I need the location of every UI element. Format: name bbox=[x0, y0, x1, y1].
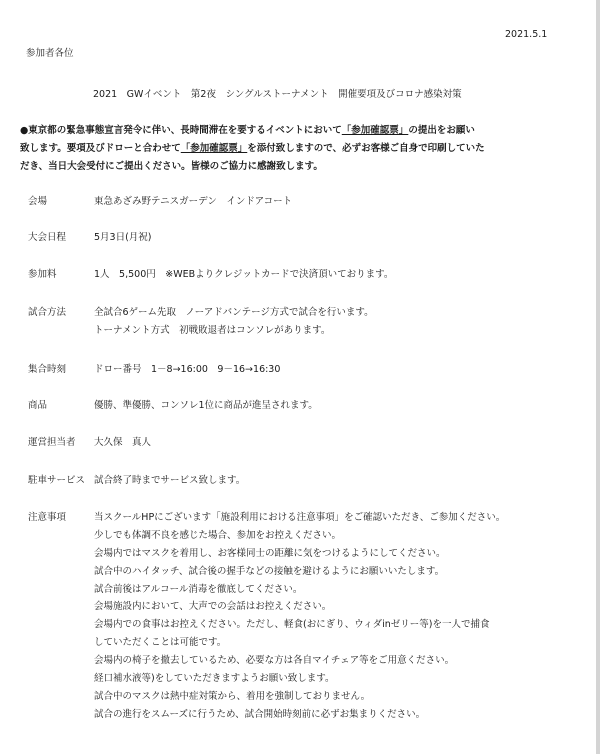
document-date: 2021.5.1 bbox=[505, 29, 548, 40]
precaution-line: 経口補水液等)をしていただきますようお願い致します。 bbox=[94, 673, 335, 685]
precaution-line: 少しでも体調不良を感じた場合、参加をお控えください。 bbox=[94, 529, 342, 541]
detail-label: 参加料 bbox=[28, 269, 57, 280]
detail-line: 東急あざみ野テニスガーデン インドアコート bbox=[94, 196, 293, 207]
detail-label: 会場 bbox=[28, 196, 48, 207]
detail-value bbox=[94, 229, 152, 247]
detail-value bbox=[94, 434, 151, 452]
detail-line: トーナメント方式 初戦敗退者はコンソレがあります。 bbox=[94, 324, 331, 336]
notice-line-1 bbox=[20, 122, 485, 140]
detail-line: 5月3日(月祝) bbox=[94, 232, 152, 243]
covid-notice bbox=[20, 122, 485, 176]
detail-value bbox=[94, 361, 280, 379]
detail-line: 優勝、準優勝、コンソレ1位に商品が進呈されます。 bbox=[94, 400, 318, 411]
detail-value bbox=[94, 397, 318, 415]
precaution-line: 当スクールHPにございます「施設利用における注意事項」をご確認いただき、ご参加ください。 bbox=[94, 512, 506, 523]
notice-text: を添付致しますので、必ずお客様ご自身で印刷していた bbox=[247, 143, 485, 154]
detail-label: 注意事項 bbox=[28, 512, 67, 523]
document-title: 2021 GWイベント 第2夜 シングルストーナメント 開催要項及びコロナ感染対策 bbox=[93, 89, 462, 100]
notice-text: の提出をお願い bbox=[408, 125, 475, 136]
detail-value bbox=[94, 193, 292, 211]
precaution-line: 会場施設内において、大声での会話はお控えください。 bbox=[94, 601, 332, 613]
precaution-line: 試合中のマスクは熱中症対策から、着用を強制しておりません。 bbox=[94, 690, 371, 702]
detail-label: 駐車サービス bbox=[28, 475, 86, 486]
detail-label: 試合方法 bbox=[28, 307, 67, 318]
detail-line: 1人 5,500円 ※WEBよりクレジットカードで決済頂いております。 bbox=[94, 269, 394, 280]
notice-text: 致します。要項及びドローと合わせて bbox=[20, 143, 181, 154]
detail-label: 商品 bbox=[28, 400, 48, 411]
detail-value bbox=[94, 266, 393, 284]
notice-form-name: 「参加確認票」 bbox=[341, 125, 409, 136]
precaution-line: していただくことは可能です。 bbox=[94, 637, 227, 649]
detail-line: 試合終了時までサービス致します。 bbox=[94, 475, 246, 486]
detail-line: ドロー番号 1－8→16:00 9－16→16:30 bbox=[94, 364, 281, 375]
detail-value bbox=[94, 472, 245, 490]
precaution-line: 会場内の椅子を撤去しているため、必要な方は各自マイチェア等をご用意ください。 bbox=[94, 655, 455, 667]
notice-form-name: 「参加確認票」 bbox=[180, 143, 248, 154]
detail-label: 大会日程 bbox=[28, 232, 67, 243]
notice-line-3: だき、当日大会受付にご提出ください。皆様のご協力に感謝致します。 bbox=[20, 161, 323, 172]
notice-text: ●東京都の緊急事態宣言発令に伴い、長時間滞在を要するイベントにおいて bbox=[20, 125, 342, 136]
detail-line: 大久保 真人 bbox=[94, 437, 152, 448]
detail-value bbox=[94, 509, 505, 724]
precaution-line: 試合の進行をスムーズに行うため、試合開始時刻前に必ずお集まりください。 bbox=[94, 708, 426, 720]
detail-value bbox=[94, 304, 374, 340]
precaution-line: 会場内ではマスクを着用し、お客様同士の距離に気をつけるようにしてください。 bbox=[94, 547, 446, 559]
precaution-line: 試合前後はアルコール消毒を徹底してください。 bbox=[94, 583, 303, 595]
precaution-line: 会場内での食事はお控えください。ただし、軽食(おにぎり、ウィダinゼリー等)を一人で捕食 bbox=[94, 619, 490, 631]
detail-label: 集合時刻 bbox=[28, 364, 67, 375]
notice-line-2 bbox=[20, 140, 485, 158]
recipient-line: 参加者各位 bbox=[26, 48, 74, 59]
page-edge-shadow bbox=[596, 0, 600, 754]
precaution-line: 試合中のハイタッチ、試合後の握手などの接触を避けるようにお願いいたします。 bbox=[94, 565, 445, 577]
detail-label: 運営担当者 bbox=[28, 437, 76, 448]
detail-line: 全試合6ゲーム先取 ノーアドバンテージ方式で試合を行います。 bbox=[94, 307, 374, 318]
